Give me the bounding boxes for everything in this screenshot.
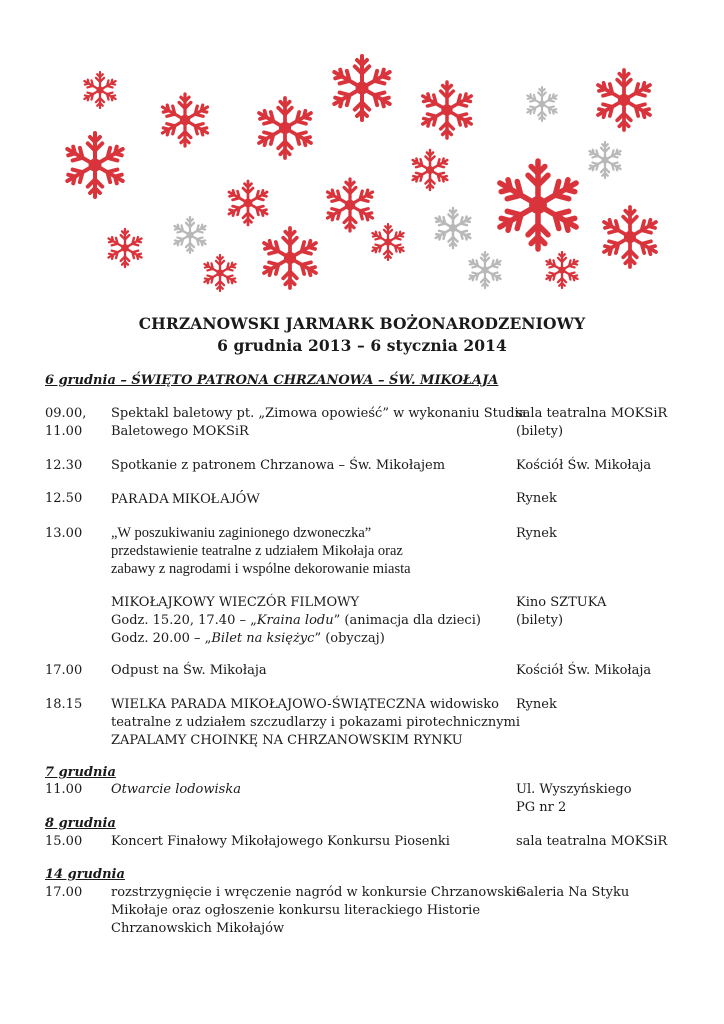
event-time: 18.15 — [45, 697, 83, 712]
event-time: 11.00 — [45, 782, 83, 797]
snowflake-icon — [334, 56, 389, 120]
snowflake-icon — [589, 142, 620, 178]
event-description: Otwarcie lodowiska — [111, 782, 241, 797]
snowflake-icon — [259, 98, 311, 158]
snowflake-icon — [67, 133, 122, 197]
event-description: ZAPALAMY CHOINKĘ NA CHRZANOWSKIM RYNKU — [111, 733, 463, 748]
snowflake-icon — [413, 150, 448, 190]
snowflake-icon — [527, 87, 556, 121]
event-description: MIKOŁAJKOWY WIECZÓR FILMOWY — [111, 595, 360, 610]
event-description: Spektakl baletowy pt. „Zimowa opowieść” w wykonaniu Studia — [111, 406, 527, 421]
snowflake-icon — [109, 229, 142, 267]
snowflake-icon — [546, 252, 577, 288]
section-heading-dec8: 8 grudnia — [45, 816, 116, 831]
date-range: 6 grudnia 2013 – 6 stycznia 2014 — [217, 336, 507, 355]
event-place: Rynek — [516, 526, 557, 541]
event-place: Galeria Na Styku — [516, 885, 630, 900]
event-description: WIELKA PARADA MIKOŁAJOWO-ŚWIĄTECZNA widowisko — [111, 697, 499, 712]
snowflake-icon — [327, 179, 372, 231]
snowflake-icon — [598, 70, 650, 130]
event-description: teatralne z udziałem szczudlarzy i pokazami pirotechnicznymi — [111, 715, 521, 730]
event-place: Kościół Św. Mikołaja — [516, 663, 652, 678]
event-description: Mikołaje oraz ogłoszenie konkursu literackiego Historie — [111, 903, 481, 918]
page-title: CHRZANOWSKI JARMARK BOŻONARODZENIOWY — [138, 314, 586, 333]
event-place: PG nr 2 — [516, 800, 567, 815]
event-description: „W poszukiwaniu zaginionego dzwoneczka” — [111, 525, 372, 541]
section-heading-dec7: 7 grudnia — [45, 765, 116, 780]
event-place: (bilety) — [516, 613, 564, 628]
snowflake-icon — [469, 252, 500, 288]
event-description: rozstrzygnięcie i wręczenie nagród w konkursie Chrzanowskie — [111, 885, 524, 900]
event-time: 12.30 — [45, 458, 83, 473]
snowflake-icon — [423, 82, 471, 138]
event-time: 17.00 — [45, 885, 83, 900]
event-time: 15.00 — [45, 834, 83, 849]
event-description: PARADA MIKOŁAJÓW — [111, 491, 260, 507]
event-place: (bilety) — [516, 424, 564, 439]
snowflake-icon — [229, 181, 267, 225]
snowflake-icon — [264, 228, 316, 288]
snowflake-decoration — [0, 0, 724, 300]
snowflake-icon — [174, 217, 205, 253]
event-description: Baletowego MOKSiR — [111, 424, 249, 439]
event-description: Koncert Finałowy Mikołajowego Konkursu Piosenki — [111, 834, 450, 849]
snowflake-icon — [204, 255, 235, 291]
event-description: przedstawienie teatralne z udziałem Mikołaja oraz — [111, 543, 403, 559]
event-place: Ul. Wyszyńskiego — [516, 782, 632, 797]
event-time: 13.00 — [45, 526, 83, 541]
snowflake-icon — [604, 207, 656, 267]
event-place: Rynek — [516, 491, 557, 506]
snowflake-icon — [436, 208, 471, 248]
event-description: Godz. 20.00 – „Bilet na księżyc” (obyczaj) — [111, 631, 385, 646]
event-description: zabawy z nagrodami i wspólne dekorowanie miasta — [111, 561, 411, 577]
event-time: 17.00 — [45, 663, 83, 678]
event-description: Chrzanowskich Mikołajów — [111, 921, 285, 936]
section-heading-dec14: 14 grudnia — [45, 867, 125, 882]
event-place: Rynek — [516, 697, 557, 712]
snowflake-icon — [500, 161, 576, 249]
event-description: Godz. 15.20, 17.40 – „Kraina lodu” (animacja dla dzieci) — [111, 613, 481, 628]
event-place: sala teatralna MOKSiR — [516, 406, 668, 421]
event-description: Odpust na Św. Mikołaja — [111, 663, 267, 678]
event-description: Spotkanie z patronem Chrzanowa – Św. Mikołajem — [111, 458, 446, 473]
snowflake-icon — [162, 94, 207, 146]
event-place: Kościół Św. Mikołaja — [516, 458, 652, 473]
event-time: 11.00 — [45, 424, 83, 439]
event-place: Kino SZTUKA — [516, 595, 607, 610]
snowflake-icon — [372, 224, 403, 260]
event-time: 12.50 — [45, 491, 83, 506]
event-place: sala teatralna MOKSiR — [516, 834, 668, 849]
section-heading-dec6: 6 grudnia – ŚWIĘTO PATRONA CHRZANOWA – ŚW. MIKOŁAJA — [45, 373, 499, 388]
snowflake-icon — [84, 72, 115, 108]
event-time: 09.00, — [45, 406, 87, 421]
